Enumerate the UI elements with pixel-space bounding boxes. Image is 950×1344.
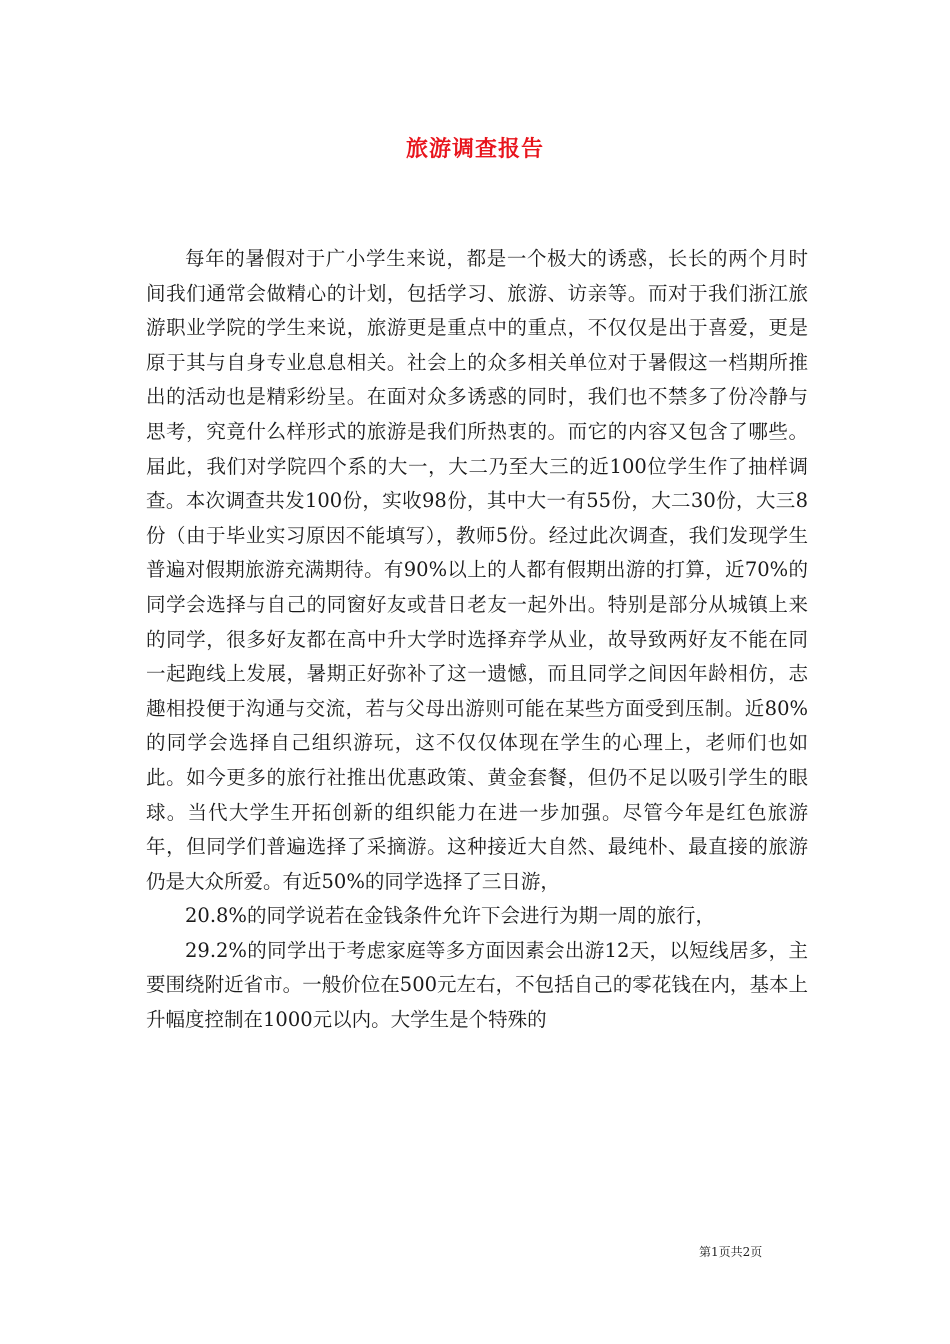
paragraph-short-trip: 29.2%的同学出于考虑家庭等多方面因素会出游12天，以短线居多，主要围绕附近省市。一般价位在500元左右，不包括自己的零花钱在内，基本上升幅度控制在1000元以内。大学生是个特殊的 xyxy=(146,938,808,1032)
document-body xyxy=(146,242,808,1038)
page-number-footer: 第1页共2页 xyxy=(699,1245,763,1259)
paragraph-survey-intro: 每年的暑假对于广小学生来说，都是一个极大的诱惑，长长的两个月时间我们通常会做精心的计划，包括学习、旅游、访亲等。而对于我们浙江旅游职业学院的学生来说，旅游更是重点中的重点，不仅仅是出于喜爱，更是原于其与自身专业息息相关。社会上的众多相关单位对于暑假这一档期所推出的活动也是精彩纷呈。在面对众多诱惑的同时，我们也不禁多了份冷静与思考，究竟什么样形式的旅游是我们所热衷的。而它的内容又包含了哪些。届此，我们对学院四个系的大一，大二乃至大三的近100位学生作了抽样调查。本次调查共发100份，实收98份，其中大一有55份，大二30份，大三8份（由于毕业实习原因不能填写），教师5份。经过此次调查，我们发现学生普遍对假期旅游充满期待。有90%以上的人都有假期出游的打算，近70%的同学会选择与自己的同窗好友或昔日老友一起外出。特别是部分从城镇上来的同学，很多好友都在高中升大学时选择弃学从业，故导致两好友不能在同一起跑线上发展，暑期正好弥补了这一遗憾，而且同学之间因年龄相仿，志趣相投便于沟通与交流，若与父母出游则可能在某些方面受到压制。近80%的同学会选择自己组织游玩，这不仅仅体现在学生的心理上，老师们也如此。如今更多的旅行社推出优惠政策、黄金套餐，但仍不足以吸引学生的眼球。当代大学生开拓创新的组织能力在进一步加强。尽管今年是红色旅游年，但同学们普遍选择了采摘游。这种接近大自然、最纯朴、最直接的旅游仍是大众所爱。有近50%的同学选择了三日游， xyxy=(146,247,808,893)
paragraph-week-trip: 20.8%的同学说若在金钱条件允许下会进行为期一周的旅行， xyxy=(185,904,715,928)
document-title: 旅游调查报告 xyxy=(405,136,544,162)
